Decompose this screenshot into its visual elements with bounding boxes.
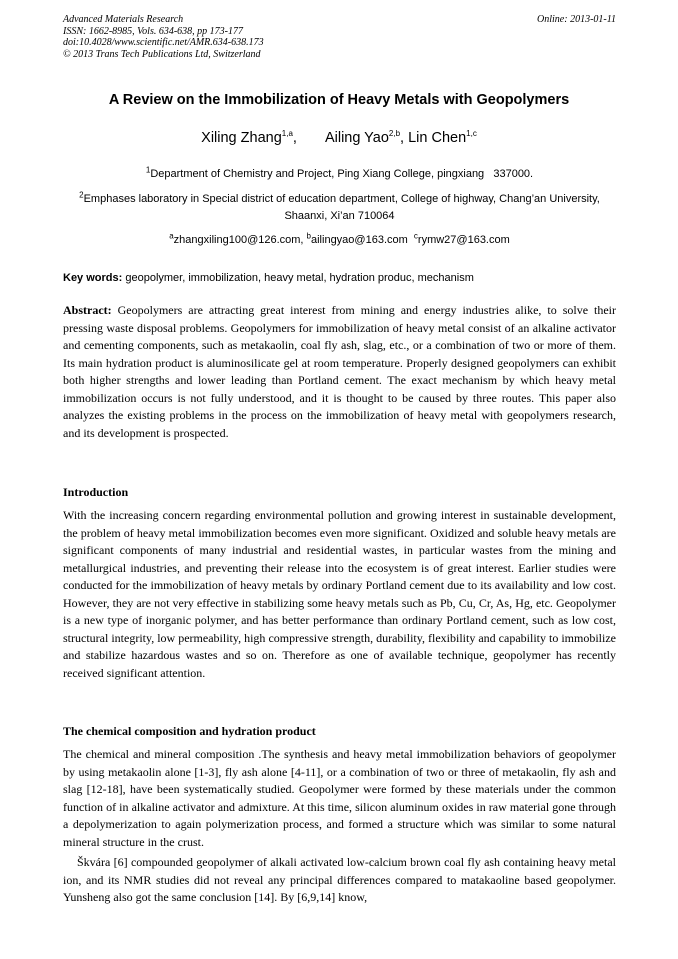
author-separator: , <box>400 130 405 146</box>
keywords-label: Key words: <box>63 272 123 284</box>
introduction-text: With the increasing concern regarding environmental pollution and growing interest in sustainable development, the problem of heavy metal immobilization becomes even more significant. Oxidized and soluble heavy metals are significant components of many industrial and residential wastes, in particular wastes from the mining and metallurgical industries, and preventing their release into the ecosystem is of great interest. Earlier studies were conducted for the immobilization of heavy metals by ordinary Portland cement due to its availability and low cost. However, they are not very effective in stabilizing some heavy metals such as Pb, Cu, Cr, As, Hg, etc. Geopolymer is a new type of inorganic polymer, and has better performance than ordinary Portland cement, such as low cost, structural integrity, low permeability, high compressive strength, durability, flexibility and capability to immobilize and stabilize hazardous wastes and so on. Therefore as one of available technique, geopolymer has recently received significant attention. <box>63 508 616 680</box>
author-superscript: 1,c <box>466 129 477 139</box>
abstract-label: Abstract: <box>63 303 112 317</box>
abstract-text: Geopolymers are attracting great interest from mining and energy industries alike, to solve their pressing waste disposal problems. Geopolymers for immobilization of heavy metal consist of an alkaline activator and cementing components, such as metakaolin, coal fly ash, slag, etc., or a combination of two or more of them. Its main hydration product is aluminosilicate gel at room temperature. Properly designed geopolymers can exhibit both higher strengths and lower leading than Portland cement. The exact mechanism by which heavy metal immobilization occurs is not fully understood, and it is thought to be caused by three routes. This paper also analyzes the existing problems in the process on the immobilization of heavy metal with geopolymers research, and its development is prospected. <box>63 303 616 440</box>
journal-header <box>63 14 616 60</box>
author-name: Xiling Zhang <box>201 130 282 146</box>
author-name: Ailing Yao <box>324 130 389 146</box>
issn-line: ISSN: 1662-8985, Vols. 634-638, pp 173-177 <box>63 25 243 37</box>
affiliation-1 <box>63 166 616 183</box>
chemical-section-heading: The chemical composition and hydration product <box>63 724 316 738</box>
email-address[interactable]: ailingyao@163.com <box>311 234 408 246</box>
author-list <box>40 130 638 146</box>
keywords <box>63 272 616 284</box>
introduction-heading: Introduction <box>63 485 129 499</box>
affiliation-superscript: 1 <box>145 165 151 175</box>
author-name: Lin Chen <box>408 130 467 146</box>
abstract <box>63 302 616 442</box>
author-separator: , <box>292 130 297 146</box>
affiliation-superscript: 2 <box>79 190 84 200</box>
email-list <box>63 231 616 246</box>
keywords-text: geopolymer, immobilization, heavy metal, hydration produc, mechanism <box>122 272 474 284</box>
affiliation-text: Emphases laboratory in Special district of education department, College of highway, Chang’an University, Shaanxi, Xi’an 710064 <box>83 193 600 222</box>
affiliation-2 <box>63 191 616 225</box>
author-superscript: 1,a <box>281 129 293 139</box>
email-superscript: a <box>169 231 174 241</box>
doi-line: doi:10.4028/www.scientific.net/AMR.634-638.173 <box>63 37 264 49</box>
paper-title: A Review on the Immobilization of Heavy Metals with Geopolymers <box>108 92 570 108</box>
email-superscript: b <box>306 231 311 241</box>
copyright-line: © 2013 Trans Tech Publications Ltd, Switzerland <box>63 48 261 60</box>
email-superscript: c <box>413 231 418 241</box>
chemical-paragraph-2: Škvára [6] compounded geopolymer of alkali activated low-calcium brown coal fly ash containing heavy metal ion, and its NMR studies did not reveal any principal differences compared to matakaoline based geopolymer. Yunsheng also got the same conclusion [14]. By [6,9,14] know, <box>63 855 616 904</box>
email-address[interactable]: rymw27@163.com <box>417 234 510 246</box>
journal-name: Advanced Materials Research <box>63 14 184 25</box>
email-address[interactable]: zhangxiling100@126.com, <box>173 234 304 246</box>
affiliation-text: Department of Chemistry and Project, Ping Xiang College, pingxiang 337000. <box>150 168 534 180</box>
chemical-paragraph-1: The chemical and mineral composition .The synthesis and heavy metal immobilization behaviors of geopolymer by using metakaolin alone [1-3], fly ash alone [4-11], or a combination of two or three of metakaolin, fly ash and slag [12-18], have been systematically studied. Geopolymer were formed by these materials under the common function of in alkaline activator and admixture. At this time, silicon aluminum oxides in raw material gone through a depolymerization to again polymerization process, and formed a structure which was similar to some natural mineral structure in the crust. <box>63 747 616 849</box>
online-date: Online: 2013-01-11 <box>537 14 616 25</box>
author-superscript: 2,b <box>388 129 401 139</box>
